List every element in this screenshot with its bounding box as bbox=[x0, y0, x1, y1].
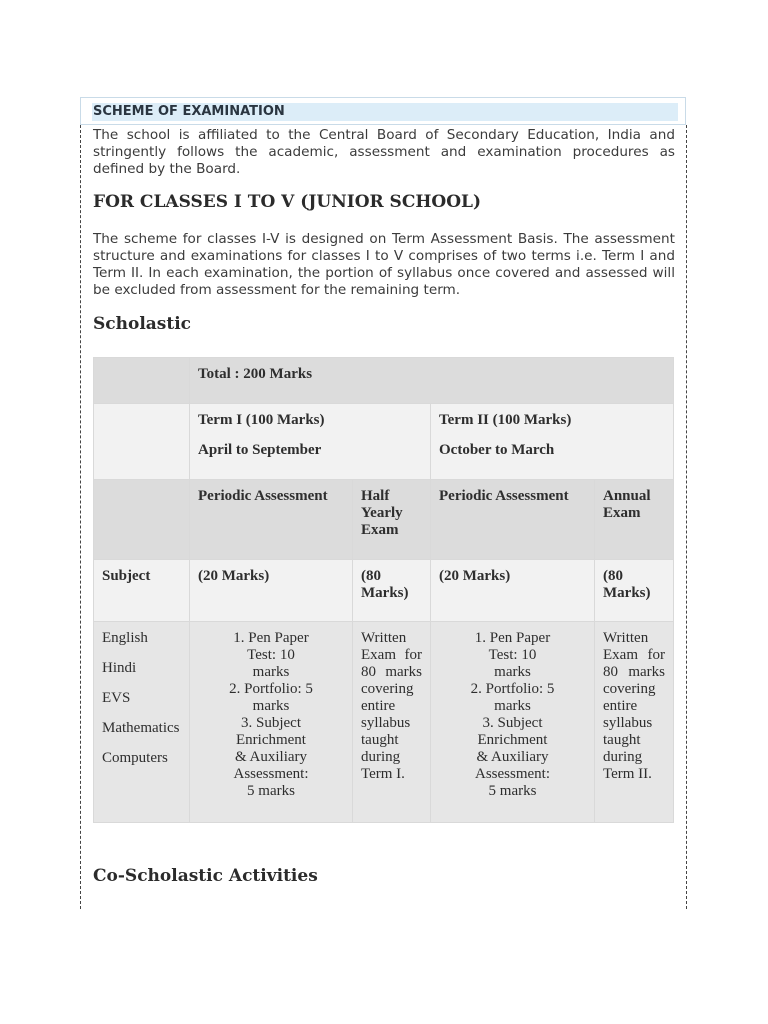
table-row bbox=[94, 404, 674, 480]
marks-80-term1: (80 Marks) bbox=[353, 560, 431, 622]
classes-heading: FOR CLASSES I TO V (JUNIOR SCHOOL) bbox=[93, 192, 482, 212]
subject-item: English bbox=[102, 630, 148, 646]
list-item: marks bbox=[494, 698, 531, 714]
list-item: & Auxiliary bbox=[476, 749, 549, 765]
table-row bbox=[94, 480, 674, 560]
list-item: Enrichment bbox=[236, 732, 306, 748]
term1-cell bbox=[190, 404, 431, 480]
subject-item: Hindi bbox=[102, 660, 137, 676]
list-item: 2. Portfolio: 5 bbox=[229, 681, 313, 697]
coscholastic-heading: Co-Scholastic Activities bbox=[93, 866, 318, 886]
marks-80-term2: (80 Marks) bbox=[595, 560, 674, 622]
total-marks: Total : 200 Marks bbox=[190, 358, 674, 404]
section-header: SCHEME OF EXAMINATION bbox=[92, 103, 678, 121]
subject-item: Computers bbox=[102, 750, 168, 766]
list-item: Assessment: bbox=[233, 766, 309, 782]
intro-paragraph: The school is affiliated to the Central Board of Secondary Education, India and stringently follows the academic, assessment and examination procedures as defined by the Board. bbox=[93, 127, 675, 177]
list-item: 3. Subject bbox=[241, 715, 301, 731]
right-border bbox=[686, 125, 687, 909]
marks-20-term2: (20 Marks) bbox=[431, 560, 595, 622]
table-row bbox=[94, 358, 674, 404]
term1-period: April to September bbox=[198, 442, 322, 458]
list-item: 1. Pen Paper bbox=[474, 630, 551, 646]
scholastic-table bbox=[93, 357, 674, 823]
table-cell bbox=[94, 480, 190, 560]
written-term2: Written Exam for 80 marks covering entire syllabus taught during Term II. bbox=[595, 622, 674, 823]
list-item: marks bbox=[252, 698, 290, 714]
table-row bbox=[94, 560, 674, 622]
term1-title: Term I (100 Marks) bbox=[198, 412, 325, 428]
classes-paragraph: The scheme for classes I-V is designed on Term Assessment Basis. The assessment structure and examinations for classes I to V comprises of two terms i.e. Term I and Term II. In each examination, the portion of syllabus once covered and assessed will be excluded from assessment for the remaining term. bbox=[93, 231, 675, 298]
marks-20-term1: (20 Marks) bbox=[190, 560, 353, 622]
list-item: 2. Portfolio: 5 bbox=[470, 681, 555, 697]
subject-item: Mathematics bbox=[102, 720, 180, 736]
term2-title: Term II (100 Marks) bbox=[439, 412, 572, 428]
subject-label: Subject bbox=[94, 560, 190, 622]
list-item: 3. Subject bbox=[482, 715, 543, 731]
list-item: Assessment: bbox=[475, 766, 550, 782]
scholastic-heading: Scholastic bbox=[93, 314, 192, 334]
col-half-yearly: Half Yearly Exam bbox=[353, 480, 431, 560]
list-item: Test: 10 bbox=[488, 647, 537, 663]
left-border bbox=[80, 125, 81, 909]
col-periodic-2: Periodic Assessment bbox=[431, 480, 595, 560]
term2-period: October to March bbox=[439, 442, 555, 458]
list-item: 5 marks bbox=[247, 783, 295, 799]
list-item: 5 marks bbox=[488, 783, 537, 799]
table-cell bbox=[94, 358, 190, 404]
table-cell bbox=[94, 404, 190, 480]
table-row bbox=[94, 622, 674, 823]
list-item: marks bbox=[252, 664, 290, 680]
list-item: marks bbox=[494, 664, 531, 680]
subjects-cell bbox=[94, 622, 190, 823]
term2-cell bbox=[431, 404, 674, 480]
col-periodic-1: Periodic Assessment bbox=[190, 480, 353, 560]
list-item: 1. Pen Paper bbox=[233, 630, 309, 646]
col-annual: Annual Exam bbox=[595, 480, 674, 560]
subject-item: EVS bbox=[102, 690, 131, 706]
periodic-list-term2 bbox=[431, 622, 595, 823]
list-item: Test: 10 bbox=[247, 647, 295, 663]
list-item: Enrichment bbox=[477, 732, 548, 748]
periodic-list-term1 bbox=[190, 622, 353, 823]
written-term1: Written Exam for 80 marks covering entire syllabus taught during Term I. bbox=[353, 622, 431, 823]
list-item: & Auxiliary bbox=[234, 749, 308, 765]
